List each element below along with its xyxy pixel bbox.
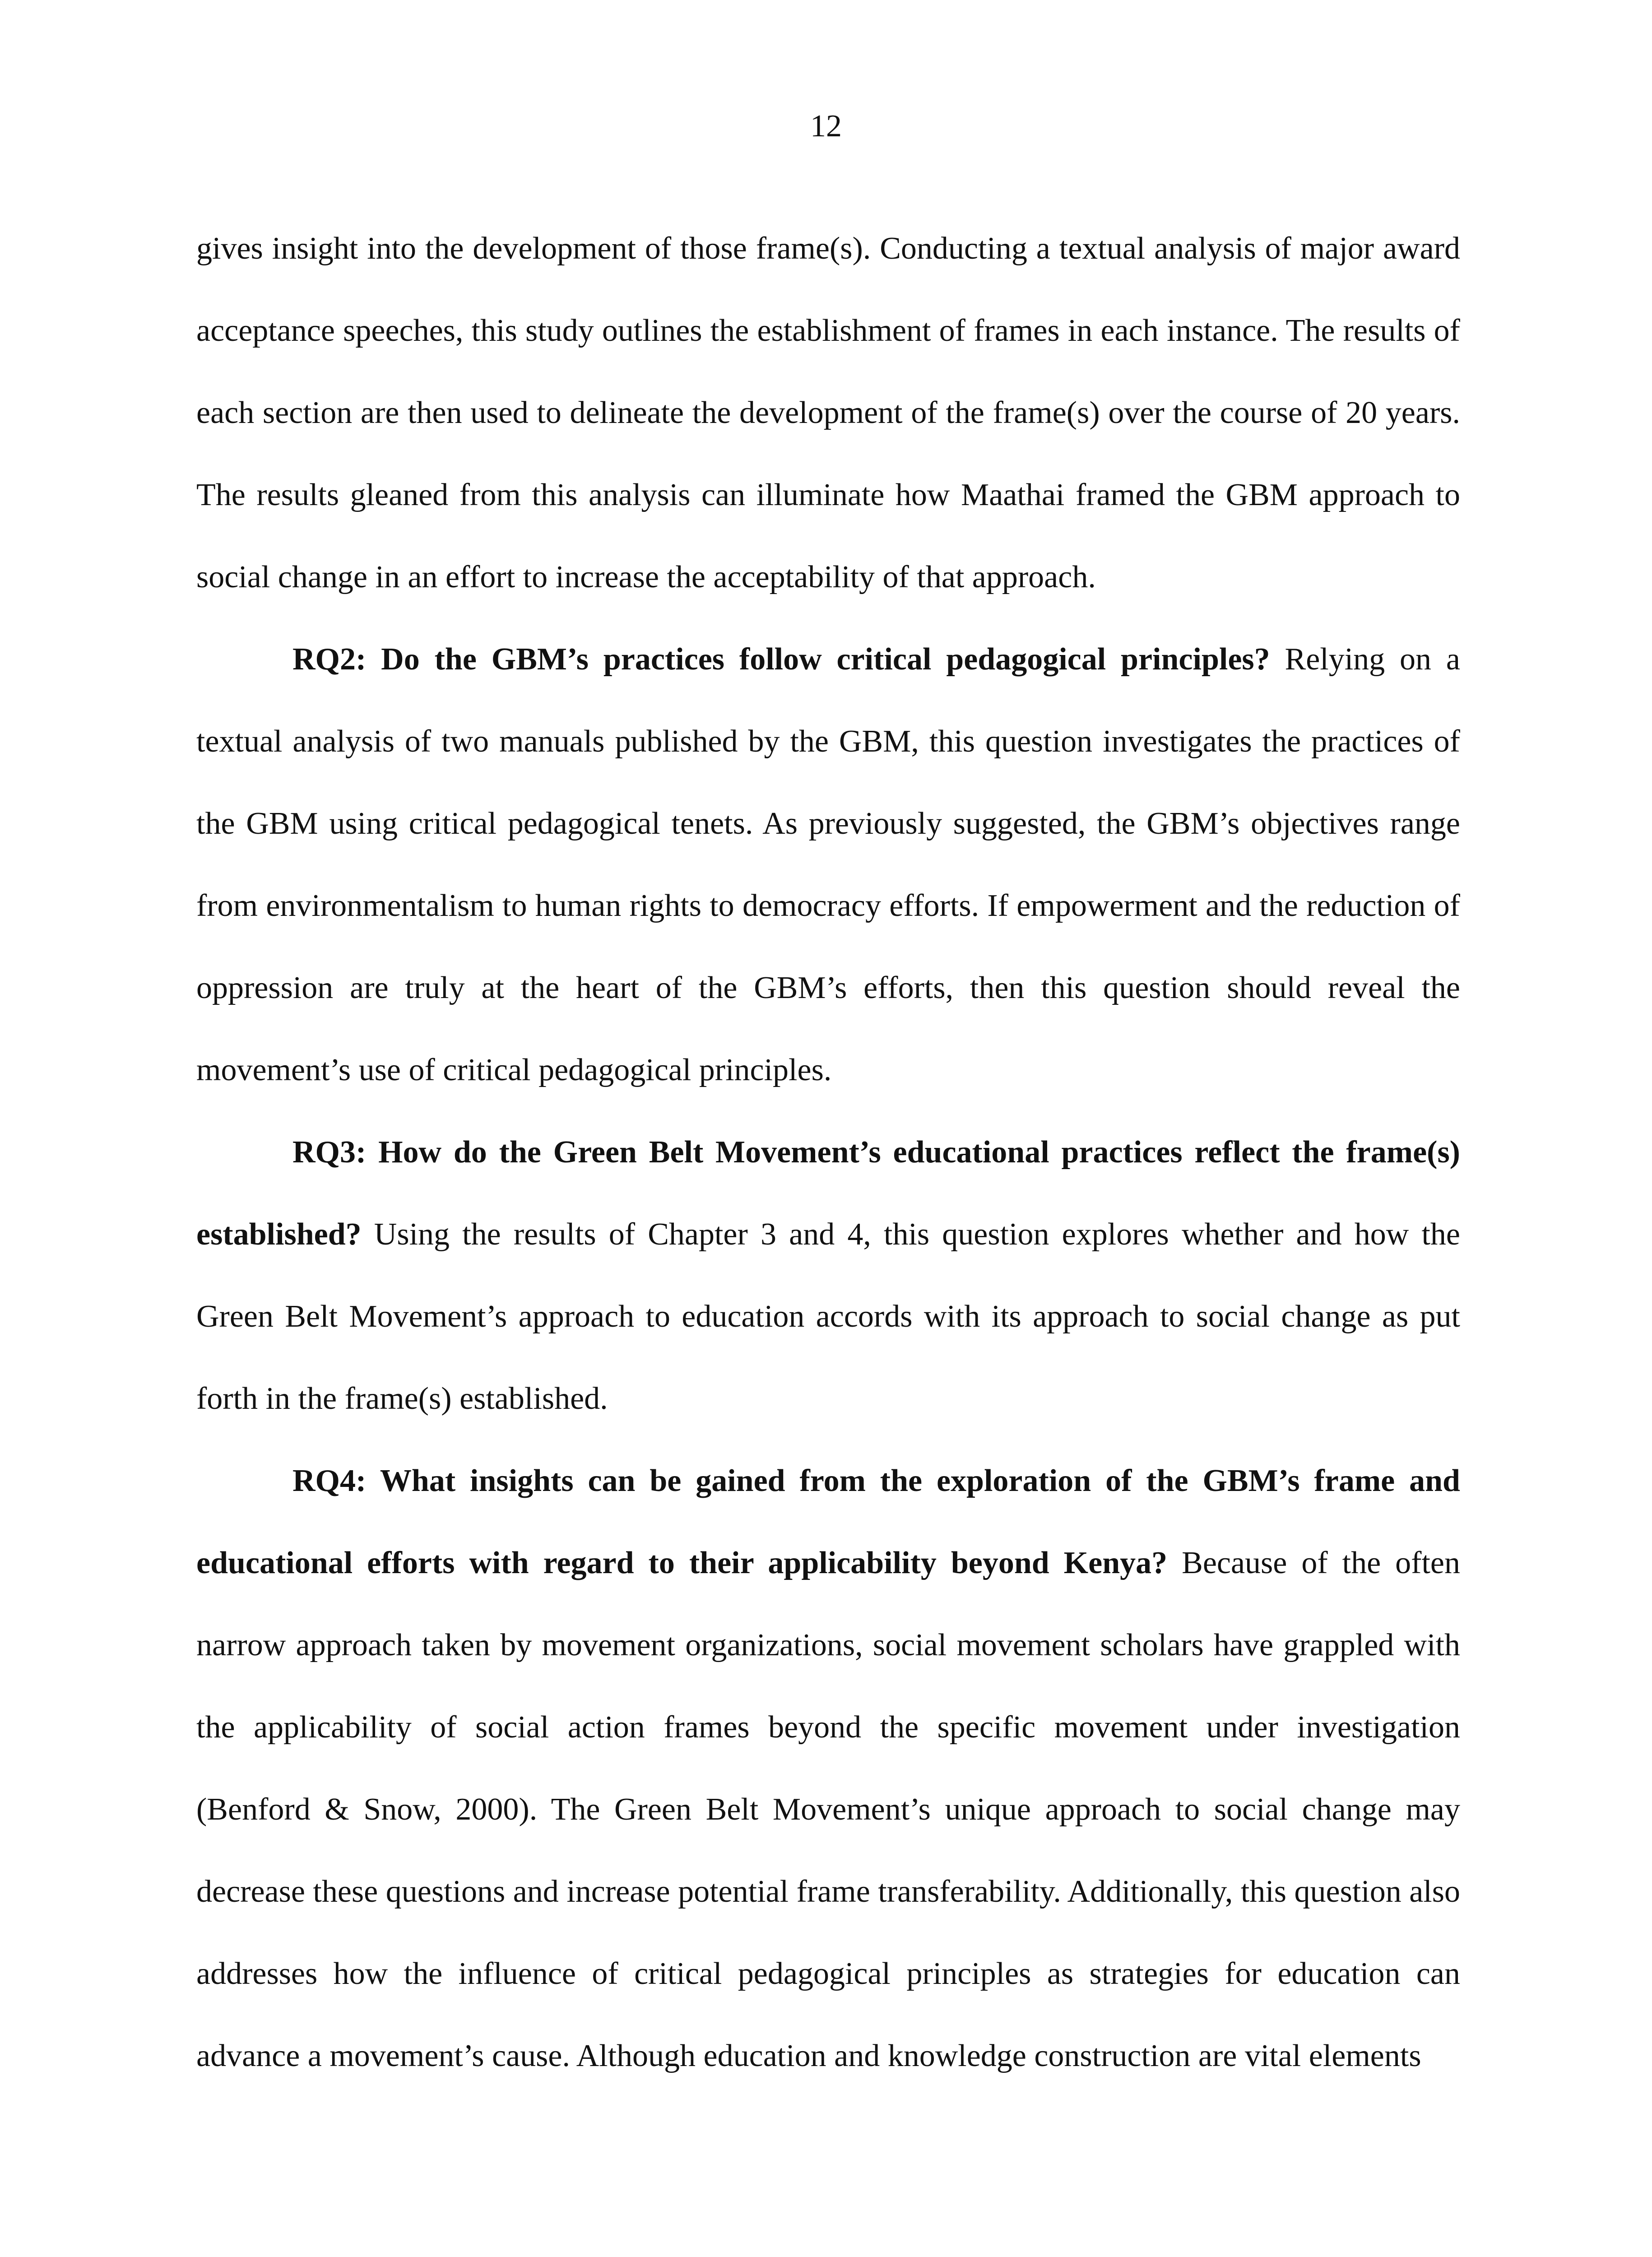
research-question-heading: RQ4: What insights can be gained from the exploration of the GBM’s frame and educational efforts with regard to their applicability beyond Kenya? bbox=[196, 1463, 1460, 1580]
paragraph-rq2 bbox=[196, 618, 1460, 1111]
paragraph-rq3 bbox=[196, 1111, 1460, 1440]
research-question-heading: RQ2: Do the GBM’s practices follow critical pedagogical principles? bbox=[292, 642, 1270, 677]
page-number: 12 bbox=[810, 109, 842, 144]
paragraph-text: Relying on a textual analysis of two manuals published by the GBM, this question investigates the practices of the GBM using critical pedagogical tenets. As previously suggested, the GBM’s objectives range from environmentalism to human rights to democracy efforts. If empowerment and the reduction of oppression are truly at the heart of the GBM’s efforts, then this question should reveal the movement’s use of critical pedagogical principles. bbox=[196, 642, 1460, 1087]
research-question-heading: RQ3: How do the Green Belt Movement’s educational practices reflect the frame(s) established? bbox=[196, 1135, 1460, 1252]
paragraph-text: Using the results of Chapter 3 and 4, this question explores whether and how the Green Belt Movement’s approach to education accords with its approach to social change as put forth in the frame(s) established. bbox=[196, 1217, 1460, 1416]
paragraph-continuation bbox=[196, 208, 1460, 618]
paragraph-rq4 bbox=[196, 1440, 1460, 2097]
body-text bbox=[196, 208, 1460, 2097]
paragraph-text: gives insight into the development of those frame(s). Conducting a textual analysis of major award acceptance speeches, this study outlines the establishment of frames in each instance. The results of each section are then used to delineate the development of the frame(s) over the course of 20 years. The results gleaned from this analysis can illuminate how Maathai framed the GBM approach to social change in an effort to increase the acceptability of that approach. bbox=[196, 231, 1460, 594]
paragraph-text: Because of the often narrow approach taken by movement organizations, social movement scholars have grappled with the applicability of social action frames beyond the specific movement under investigation (Benford & Snow, 2000). The Green Belt Movement’s unique approach to social change may decrease these questions and increase potential frame transferability. Additionally, this question also addresses how the influence of critical pedagogical principles as strategies for education can advance a movement’s cause. Although education and knowledge construction are vital elements bbox=[196, 1546, 1460, 2073]
